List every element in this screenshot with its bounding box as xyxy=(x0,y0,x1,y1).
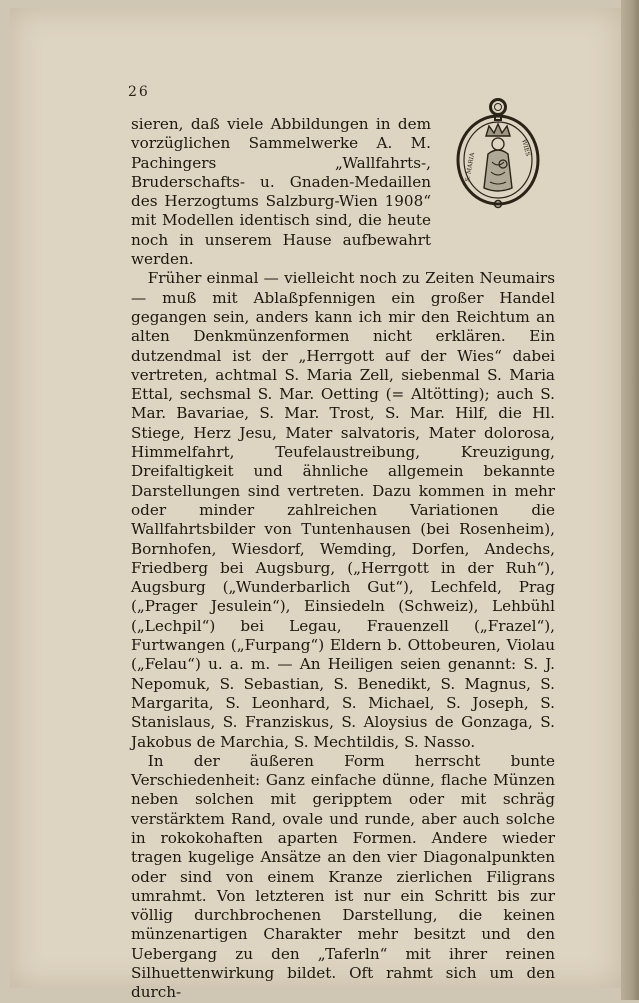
medal-inscription-right: WIES xyxy=(520,138,532,157)
paragraph: In der äußeren Form herrscht bunte Verschiedenheit: Ganz einfache dünne, flache Münzen neben solchen mit geripptem oder mit schräg verstärktem Rand, ovale und runde, aber auch solche in rokokohaften aparten Formen. Andere wieder tragen kugelige Ansätze an den vier Diagonalpunkten oder sind von einem Kranze zierlichen Filigrans umrahmt. Von letzteren ist nur ein Schritt bis zur völlig durchbrochenen Darstellung, die keinen münzenartigen Charakter mehr besitzt und den Uebergang zu den „Taferln“ mit ihrer reinen Silhuettenwirkung bildet. Oft rahmt sich um den durch- xyxy=(131,751,555,1002)
paragraph: sieren, daß viele Abbildungen in dem vorzüglichen Sammelwerke A. M. Pachingers „Wallfahrts-, Bruderschafts- u. Gnaden-Medaillen des Herzogtums Salzburg-Wien 1908“ mit Modellen identisch sind, die heute noch in unserem Hause aufbewahrt werden. xyxy=(131,115,431,269)
medal-inscription-left: S. MARIA xyxy=(464,152,477,183)
body-text xyxy=(131,115,555,1003)
page-number: 26 xyxy=(128,84,150,100)
page-edge xyxy=(621,0,639,1000)
paragraph: Früher einmal — vielleicht noch zu Zeiten Neumairs — muß mit Ablaßpfennigen ein großer Handel gegangen sein, anders kann ich mir den Reichtum an alten Denkmünzenformen nicht erklären. Ein dutzendmal ist der „Herrgott auf der Wies“ dabei vertreten, achtmal S. Maria Zell, siebenmal S. Maria Ettal, sechsmal S. Mar. Oetting (= Altötting); auch S. Mar. Bavariae, S. Mar. Trost, S. Mar. Hilf, die Hl. Stiege, Herz Jesu, Mater salvatoris, Mater dolorosa, Himmelfahrt, Teufelaustreibung, Kreuzigung, Dreifaltigkeit und ähnliche allgemein bekannte Darstellungen sind vertreten. Dazu kommen in mehr oder minder zahlreichen Variationen die Wallfahrtsbilder von Tuntenhausen (bei Rosenheim), Bornhofen, Wiesdorf, Wemding, Dorfen, Andechs, Friedberg bei Augsburg, („Herrgott in der Ruh“), Augsburg („Wunderbarlich Gut“), Lechfeld, Prag („Prager Jesulein“), Einsiedeln (Schweiz), Lehbühl („Lechpil“) bei Legau, Frauenzell („Frazel“), Furtwangen („Furpang“) Eldern b. Ottobeuren, Violau („Felau“) u. a. m. — An Heiligen seien genannt: S. J. Nepomuk, S. Sebastian, S. Benedikt, S. Magnus, S. Margarita, S. Leonhard, S. Michael, S. Joseph, S. Stanislaus, S. Franziskus, S. Aloysius de Gonzaga, S. Jakobus de Marchia, S. Mechtildis, S. Nasso. xyxy=(131,269,555,751)
